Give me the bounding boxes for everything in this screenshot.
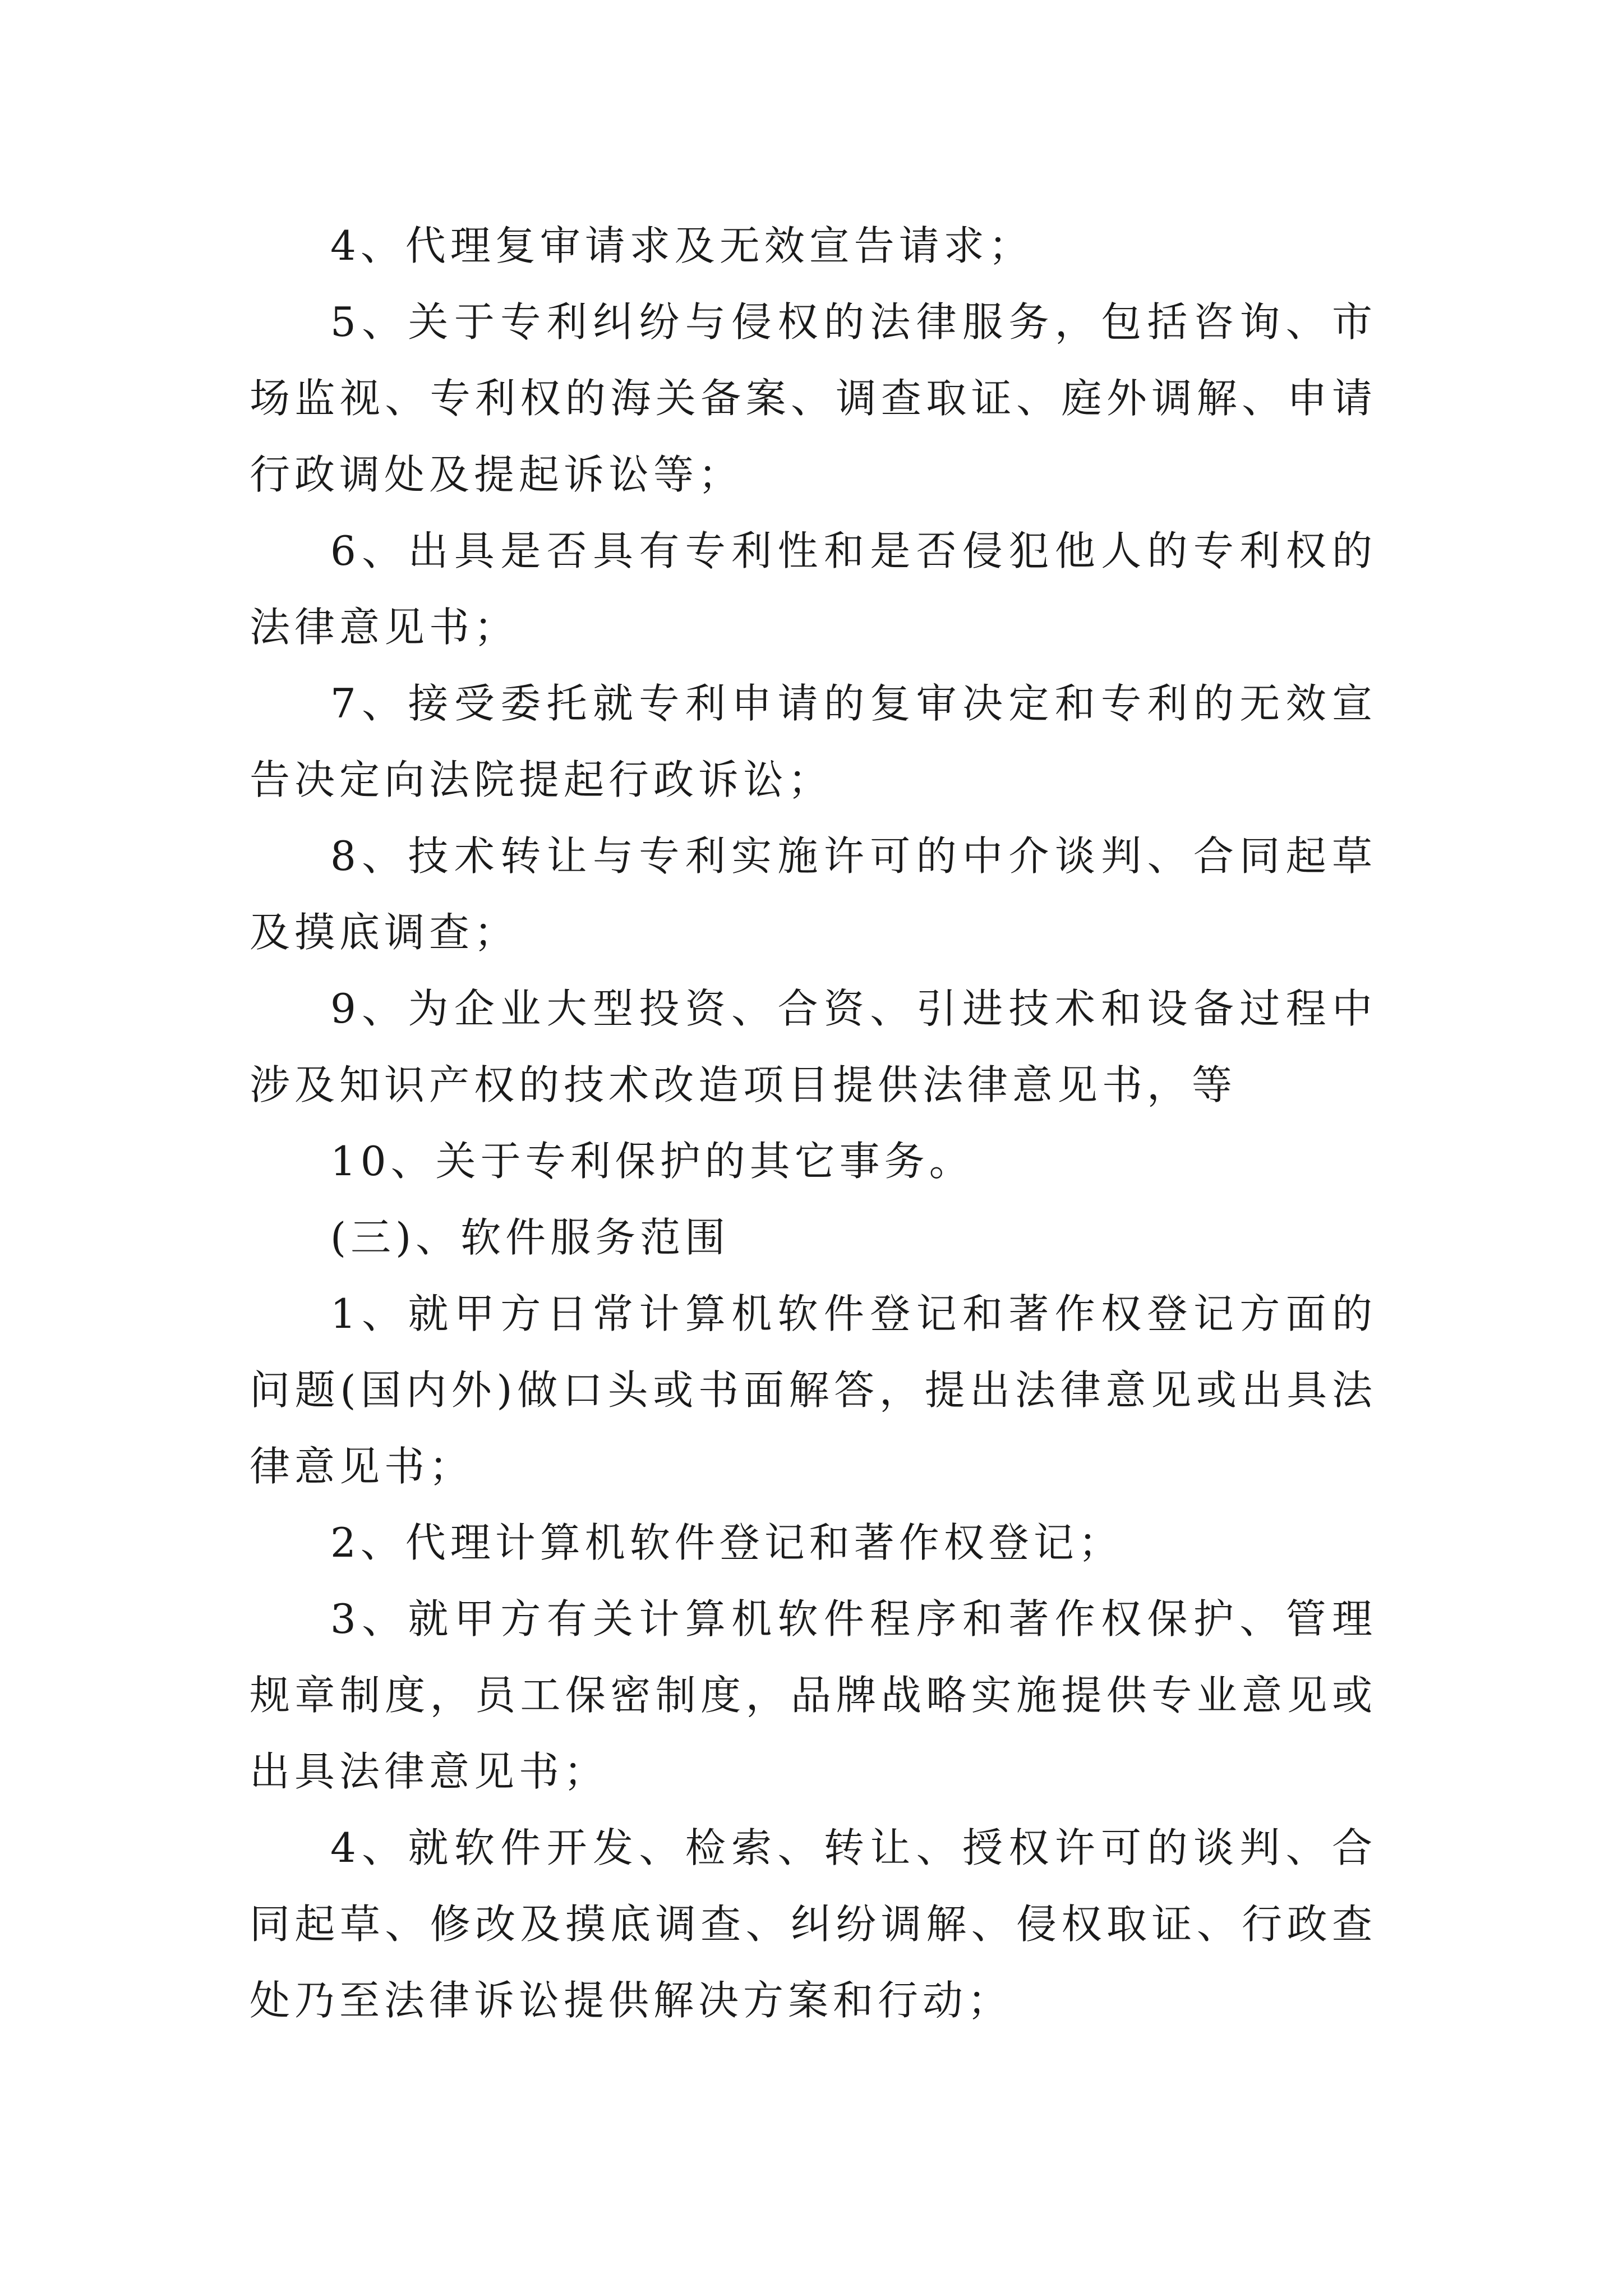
paragraph-item-5-dispute: 5、关于专利纠纷与侵权的法律服务，包括咨询、市场监视、专利权的海关备案、调查取证、庭外调解、申请行政调处及提起诉讼等；: [250, 298, 1377, 498]
paragraph-item-10-other: 10、关于专利保护的其它事务。: [330, 1138, 974, 1185]
paragraph-software-2: 2、代理计算机软件登记和著作权登记；: [330, 1519, 1123, 1566]
paragraph-item-6-opinion: 6、出具是否具有专利性和是否侵犯他人的专利权的法律意见书；: [250, 527, 1377, 651]
paragraph-software-1: 1、就甲方日常计算机软件登记和著作权登记方面的问题(国内外)做口头或书面解答，提出法律意见或出具法律意见书；: [250, 1290, 1377, 1490]
paragraph-item-9-investment: 9、为企业大型投资、合资、引进技术和设备过程中涉及知识产权的技术改造项目提供法律意见书，等: [250, 985, 1377, 1108]
paragraph-item-7-litigation: 7、接受委托就专利申请的复审决定和专利的无效宣告决定向法院提起行政诉讼；: [250, 680, 1377, 803]
paragraph-software-3: 3、就甲方有关计算机软件程序和著作权保护、管理规章制度，员工保密制度，品牌战略实施提供专业意见或出具法律意见书；: [250, 1595, 1377, 1795]
paragraph-item-4-review: 4、代理复审请求及无效宣告请求；: [330, 222, 1034, 269]
document-body: [250, 208, 1377, 2039]
paragraph-software-4: 4、就软件开发、检索、转让、授权许可的谈判、合同起草、修改及摸底调查、纠纷调解、侵权取证、行政查处乃至法律诉讼提供解决方案和行动；: [250, 1824, 1377, 2024]
paragraph-item-8-transfer: 8、技术转让与专利实施许可的中介谈判、合同起草及摸底调查；: [250, 832, 1377, 956]
section-heading-software: (三)、软件服务范围: [330, 1214, 730, 1261]
